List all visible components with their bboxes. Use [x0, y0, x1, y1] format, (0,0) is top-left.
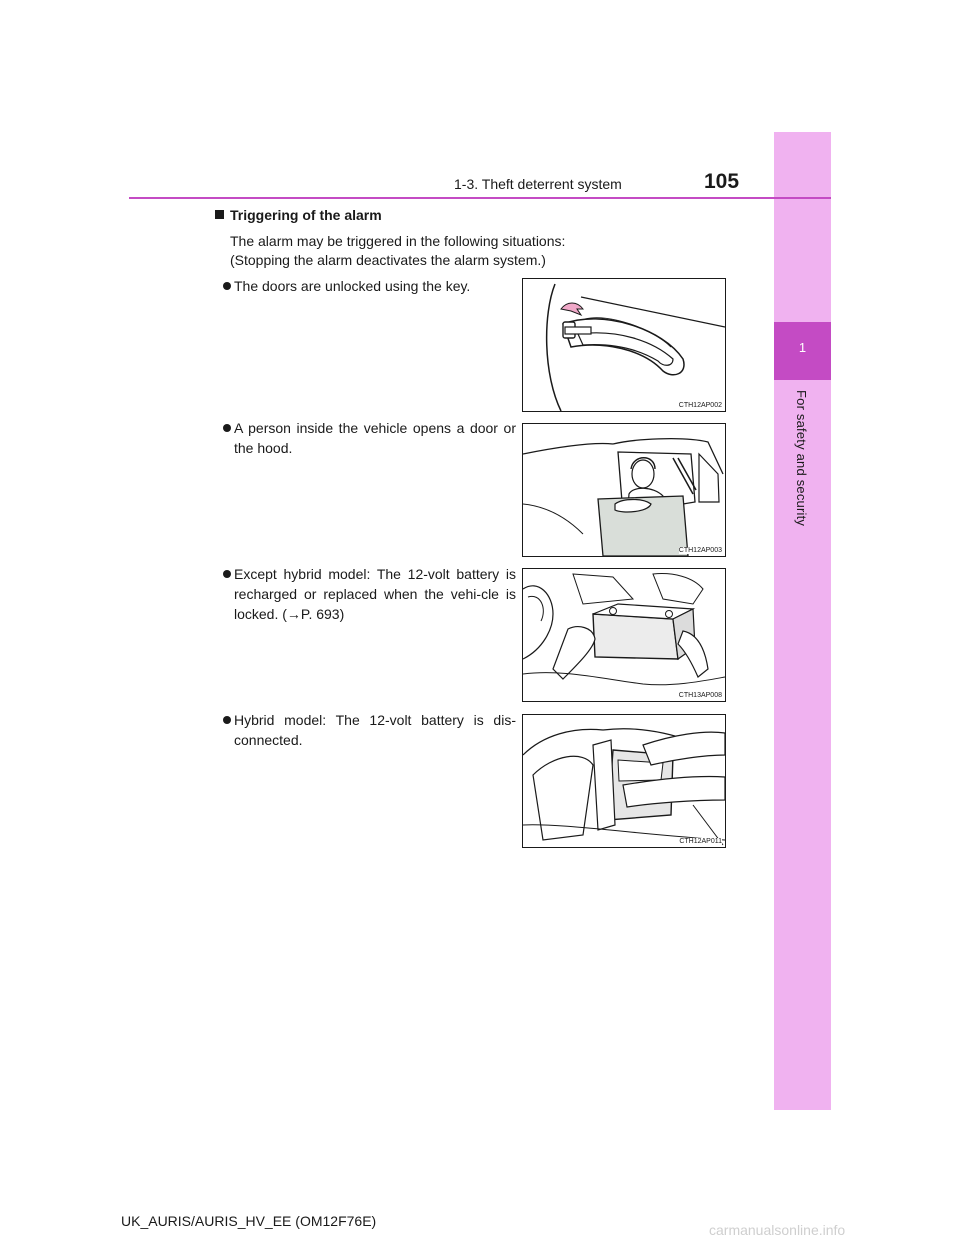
document-id: UK_AURIS/AURIS_HV_EE (OM12F76E)	[121, 1213, 377, 1229]
bullet-icon	[223, 282, 231, 290]
chapter-title: For safety and security	[794, 390, 809, 527]
chapter-number: 1	[798, 340, 807, 355]
figure-code: CTH13AP008	[678, 692, 722, 699]
list-item-text: A person inside the vehicle opens a door or the hood.	[234, 420, 516, 456]
figure-code: CTH12AP003	[678, 547, 722, 554]
intro-text	[230, 232, 565, 270]
list-item-text: Hybrid model: The 12-volt battery is dis-connected.	[234, 712, 516, 748]
square-bullet-icon	[215, 210, 224, 219]
person-in-vehicle-illustration	[523, 424, 725, 556]
bullet-icon	[223, 716, 231, 724]
list-item-text: The doors are unlocked using the key.	[234, 278, 471, 294]
battery-replacement-illustration	[523, 569, 725, 701]
watermark: carmanualsonline.info	[709, 1222, 846, 1238]
figure-battery-disconnect	[522, 714, 726, 848]
section-title: 1-3. Theft deterrent system	[454, 176, 622, 192]
page-number: 105	[704, 170, 740, 193]
bullet-icon	[223, 570, 231, 578]
figure-code: CTH12AP002	[678, 402, 722, 409]
battery-disconnect-illustration	[523, 715, 725, 847]
section-heading-text: Triggering of the alarm	[230, 207, 382, 223]
figure-battery-recharge	[522, 568, 726, 702]
section-heading	[215, 207, 382, 223]
list-item	[234, 564, 516, 624]
list-item	[234, 276, 516, 296]
figure-code: CTH12AP011	[679, 838, 722, 845]
figure-door-key	[522, 278, 726, 412]
list-item-text: Except hybrid model: The 12-volt battery is recharged or replaced when the vehi-cle is locked. (→P. 693)	[234, 566, 516, 622]
intro-line-2: (Stopping the alarm deactivates the alarm system.)	[230, 252, 546, 268]
door-key-illustration	[523, 279, 725, 411]
bullet-icon	[223, 424, 231, 432]
header-divider	[129, 197, 831, 199]
list-item	[234, 710, 516, 750]
list-item	[234, 418, 516, 458]
side-chapter-tab	[774, 132, 831, 1110]
figure-person-opens-door	[522, 423, 726, 557]
intro-line-1: The alarm may be triggered in the following situations:	[230, 233, 566, 249]
